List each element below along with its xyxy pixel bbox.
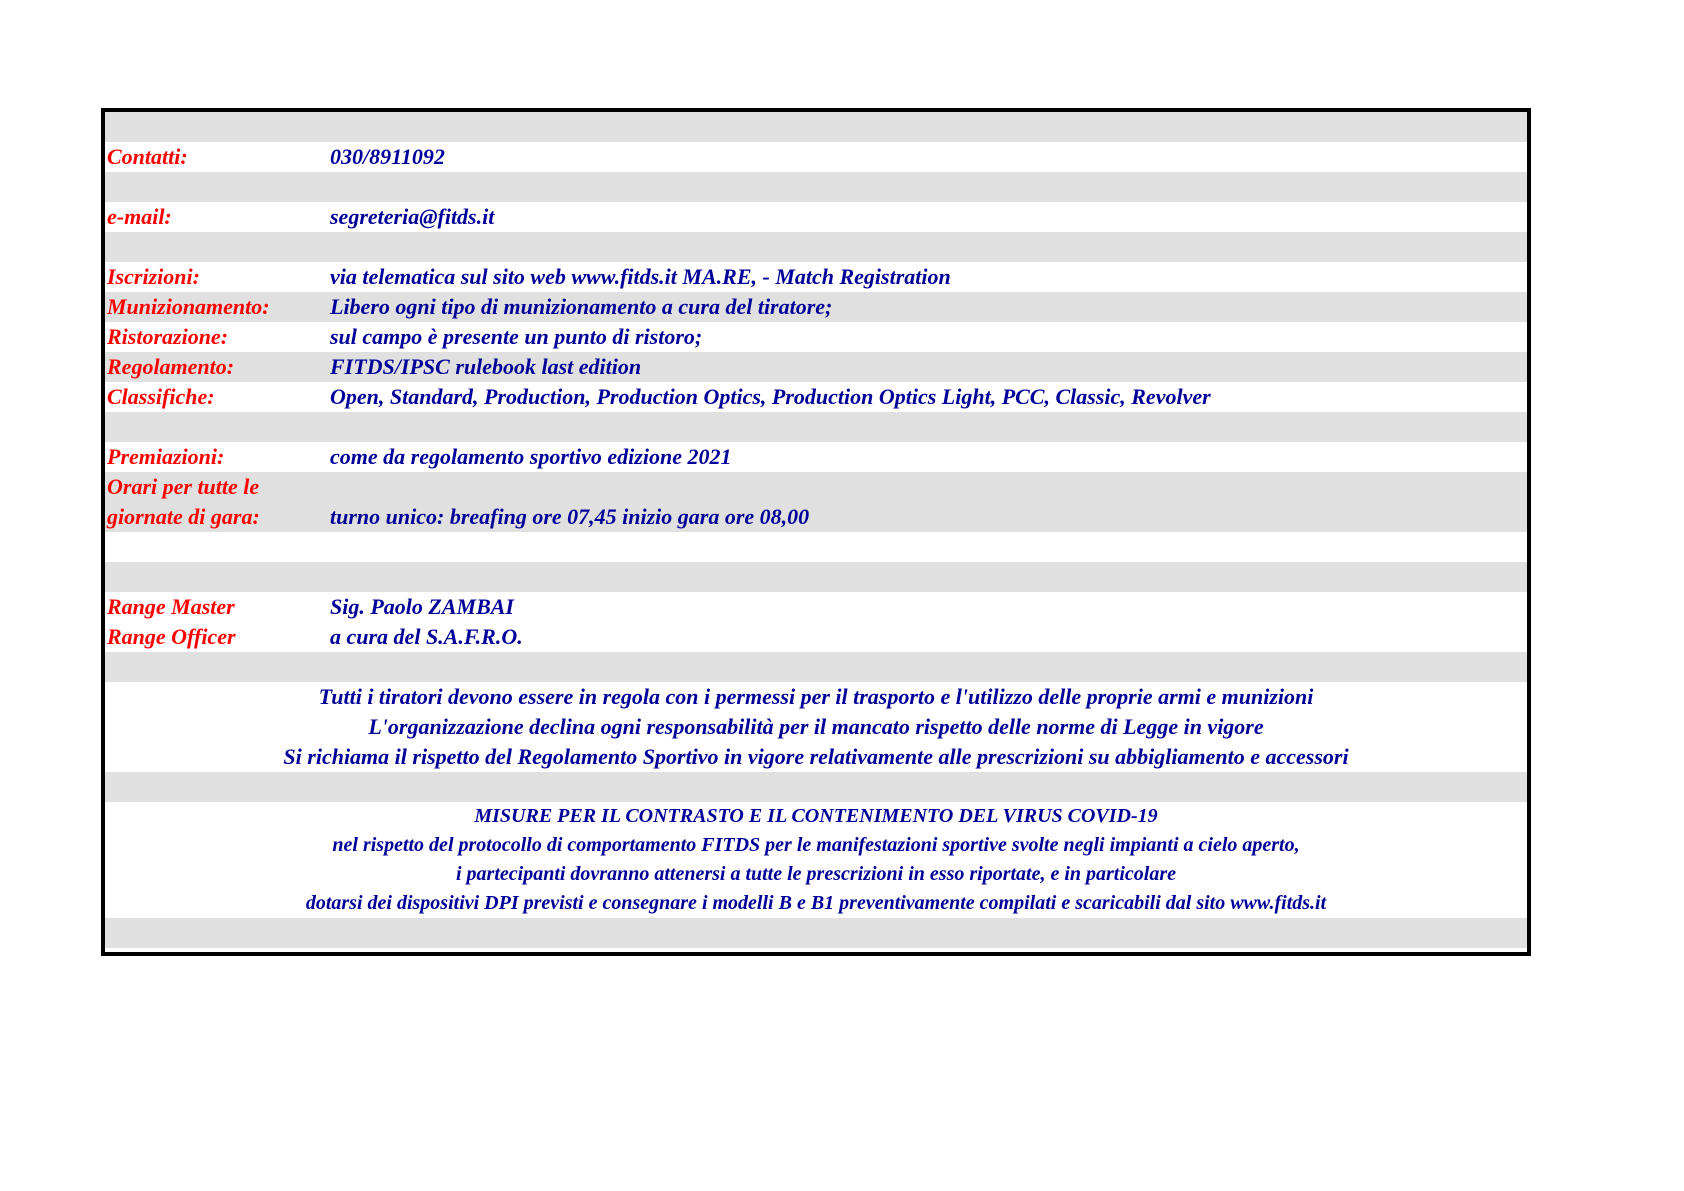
info-label: Regolamento: [107,354,235,379]
stripe-row [105,412,1527,442]
stripe-row [105,772,1527,802]
email-row [105,202,1527,232]
covid-line: i partecipanti dovranno attenersi a tutte le prescrizioni in esso riportate, e in particolare [455,863,1177,885]
notices-block [105,682,1527,772]
schedule-label-line1: Orari per tutte le [107,474,260,499]
stripe-row [105,532,1527,562]
awards-label: Premiazioni: [107,444,225,469]
info-label: Classifiche: [107,384,215,409]
stripe-row [105,652,1527,682]
schedule-label-line2: giornate di gara: [107,504,260,529]
info-sheet [101,108,1531,956]
notice-line: Tutti i tiratori devono essere in regola con i permessi per il trasporto e l'utilizzo delle proprie armi e munizioni [318,684,1314,709]
range-value: a cura del S.A.F.R.O. [330,624,523,649]
info-value: sul campo è presente un punto di ristoro; [330,324,703,349]
stripe-row [105,918,1527,948]
info-row-classifiche [105,382,1527,412]
notice-line: Si richiama il rispetto del Regolamento Sportivo in vigore relativamente alle prescrizioni su abbigliamento e accessori [283,744,1349,769]
info-row-munizionamento [105,292,1527,322]
covid-line: dotarsi dei dispositivi DPI previsti e consegnare i modelli B e B1 preventivamente compilati e scaricabili dal sito www.fitds.it [305,892,1327,914]
contacts-value: 030/8911092 [330,144,445,169]
notice-line: L'organizzazione declina ogni responsabilità per il mancato rispetto delle norme di Legge in vigore [368,714,1264,739]
stripe-row [105,112,1527,142]
info-label: Iscrizioni: [107,264,200,289]
awards-value: come da regolamento sportivo edizione 2021 [330,444,732,469]
stripe-row [105,232,1527,262]
range-label: Range Officer [107,624,236,649]
info-value: via telematica sul sito web www.fitds.it MA.RE, - Match Registration [330,264,951,289]
schedule-row-top [105,472,1527,502]
contacts-label: Contatti: [107,144,188,169]
range-row-master [105,592,1527,622]
info-value: FITDS/IPSC rulebook last edition [330,354,642,379]
awards-row [105,442,1527,472]
schedule-row-bottom [105,502,1527,532]
info-label: Ristorazione: [107,324,229,349]
stripe-row [105,562,1527,592]
covid-title: MISURE PER IL CONTRASTO E IL CONTENIMENTO DEL VIRUS COVID-19 [474,805,1158,827]
info-row-ristorazione [105,322,1527,352]
schedule-value: turno unico: breafing ore 07,45 inizio gara ore 08,00 [330,504,810,529]
info-value: Libero ogni tipo di munizionamento a cura del tiratore; [330,294,833,319]
contacts-row [105,142,1527,172]
covid-block [105,802,1527,918]
info-label: Munizionamento: [107,294,270,319]
email-value: segreteria@fitds.it [330,204,495,229]
range-row-officer [105,622,1527,652]
stripe-row [105,172,1527,202]
range-value: Sig. Paolo ZAMBAI [330,594,514,619]
range-label: Range Master [107,594,235,619]
covid-line: nel rispetto del protocollo di comportamento FITDS per le manifestazioni sportive svolte negli impianti a cielo aperto, [332,834,1300,856]
info-row-iscrizioni [105,262,1527,292]
info-row-regolamento [105,352,1527,382]
email-label: e-mail: [107,204,172,229]
info-value: Open, Standard, Production, Production Optics, Production Optics Light, PCC, Classic, Revolver [330,384,1211,409]
